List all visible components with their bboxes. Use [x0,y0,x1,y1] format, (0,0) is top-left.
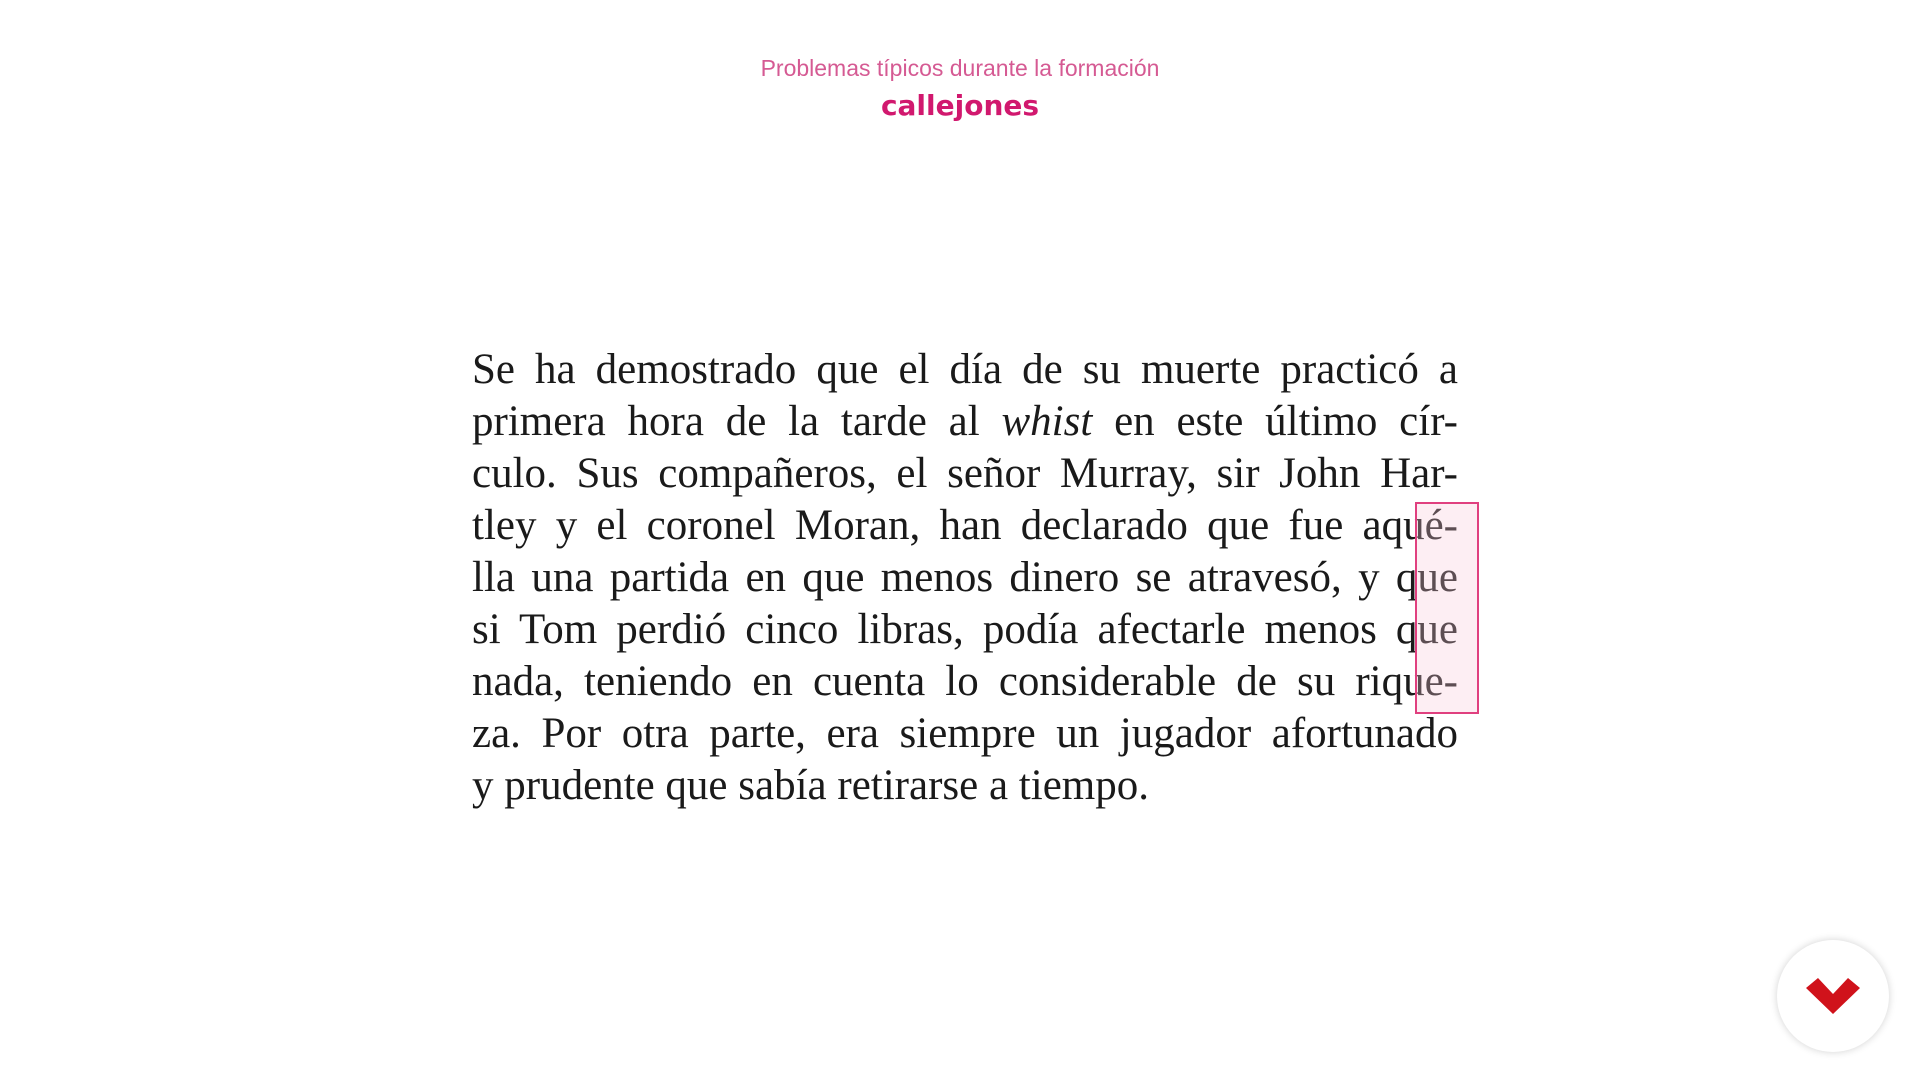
italic-word: whist [1001,398,1093,445]
chevron-logo-icon [1804,976,1862,1016]
header [0,52,1920,126]
passage-line: tley y el coronel Moran, han declarado que fue aqué- [472,502,1458,549]
passage-line: Se ha demostrado que el día de su muerte practicó a [472,346,1458,393]
passage-line: za. Por otra parte, era siempre un jugador afortunado [472,710,1458,757]
passage-line: si Tom perdió cinco libras, podía afectarle menos que [472,606,1458,653]
logo-button[interactable] [1777,940,1889,1052]
passage-line: y prudente que sabía retirarse a tiempo. [472,762,1149,809]
passage-line: nada, teniendo en cuenta lo considerable de su rique- [472,658,1458,705]
page-title: callejones [880,89,1040,122]
page-subtitle: Problemas típicos durante la formación [760,55,1160,81]
passage-line: lla una partida en que menos dinero se atravesó, y que [472,554,1458,601]
passage-line: primera hora de la tarde al whist en este último cír- [472,398,1458,445]
passage-line: culo. Sus compañeros, el señor Murray, sir John Har- [472,450,1458,497]
